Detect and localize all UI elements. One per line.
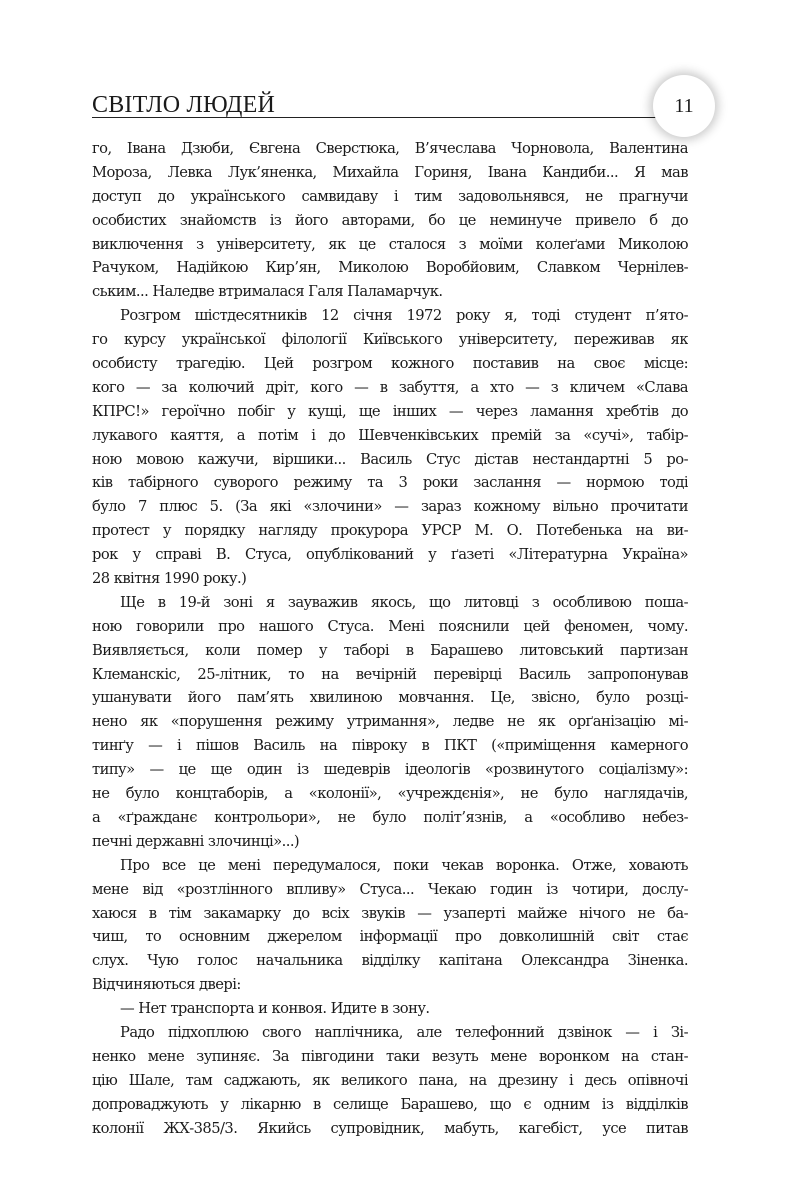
text-line: ським... Наледве втрималася Галя Паламарчук. xyxy=(92,283,443,301)
text-line: Мороза, Левка Лук’яненка, Михайла Гориня, Івана Кандиби... Я мав xyxy=(92,163,688,181)
text-line: особисту трагедію. Цей розгром кожного поставив на своє місце: xyxy=(92,355,688,373)
text-line: особистих знайомств із його авторами, бо це неминуче привело б до xyxy=(92,211,688,229)
text-line: лукавого каяття, а потім і до Шевченківських премій за «сучі», табір- xyxy=(92,426,688,444)
text-line: хаюся в тім закамарку до всіх звуків — узаперті майже нічого не ба- xyxy=(92,904,688,922)
running-header xyxy=(92,92,708,122)
text-line: було 7 плюс 5. (За які «злочини» — зараз кожному вільно прочитати xyxy=(92,498,688,516)
text-line: Ще в 19-й зоні я зауважив якось, що литовці з особливою поша- xyxy=(120,593,688,611)
text-line: Розгром шістдесятників 12 січня 1972 року я, тоді студент п’ято- xyxy=(120,307,688,325)
text-line: печні державні злочинці»...) xyxy=(92,832,300,850)
text-line: виключення з університету, як це сталося з моїми колеґами Миколою xyxy=(92,235,688,253)
text-line: — Нет транспорта и конвоя. Идите в зону. xyxy=(120,1000,430,1018)
text-line: не було концтаборів, а «колонії», «учреждєнія», не було наглядачів, xyxy=(92,785,688,803)
text-line: колонії ЖХ-385/3. Якийсь супровідник, мабуть, кагебіст, усе питав xyxy=(92,1119,688,1137)
text-line: доступ до українського самвидаву і тим задовольнявся, не прагнучи xyxy=(92,187,688,205)
text-line: 28 квітня 1990 року.) xyxy=(92,570,247,588)
text-line: рок у справі В. Стуса, опублікований у ґазеті «Літературна Україна» xyxy=(92,546,688,564)
text-line: цію Шале, там саджають, як великого пана, на дрезину і десь опівночі xyxy=(92,1071,688,1089)
text-line: кого — за колючий дріт, кого — в забуття, а хто — з кличем «Слава xyxy=(92,378,688,396)
text-line: го курсу української філології Київського університету, переживав як xyxy=(92,331,688,349)
text-line: ненко мене зупиняє. За півгодини таки везуть мене воронком на стан- xyxy=(92,1047,688,1065)
text-line: ною мовою кажучи, віршики... Василь Стус дістав нестандартні 5 ро- xyxy=(92,450,688,468)
text-line: типу» — це ще один із шедеврів ідеологів «розвинутого соціалізму»: xyxy=(92,761,688,779)
text-line: Радо підхоплюю свого наплічника, але телефонний дзвінок — і Зі- xyxy=(120,1023,688,1041)
text-line: Клеманскіс, 25-літник, то на вечірній перевірці Василь запропонував xyxy=(92,665,688,683)
text-line: Виявляється, коли помер у таборі в Барашево литовський партизан xyxy=(92,641,688,659)
page-number-badge xyxy=(653,75,715,137)
text-line: Відчиняються двері: xyxy=(92,976,241,994)
text-line: чиш, то основним джерелом інформації про довколишній світ стає xyxy=(92,928,688,946)
text-line: КПРС!» героїчно побіг у кущі, ще інших — через ламання хребтів до xyxy=(92,402,688,420)
text-line: допроваджують у лікарню в селище Барашево, що є одним із відділків xyxy=(92,1095,688,1113)
text-line: слух. Чую голос начальника відділку капітана Олександра Зіненка. xyxy=(92,952,688,970)
text-line: протест у порядку нагляду прокурора УРСР М. О. Потебенька на ви- xyxy=(92,522,688,540)
text-line: тинґу — і пішов Василь на півроку в ПКТ («приміщення камерного xyxy=(92,737,688,755)
text-line: го, Івана Дзюби, Євгена Сверстюка, В’ячеслава Чорновола, Валентина xyxy=(92,140,688,157)
text-line: Про все це мені передумалося, поки чекав воронка. Отже, ховають xyxy=(120,856,688,874)
text-line: Рачуком, Надійкою Кир’ян, Миколою Воробйовим, Славком Чернілев- xyxy=(92,259,688,277)
header-rule xyxy=(92,117,664,118)
text-line: ною говорили про нашого Стуса. Мені пояснили цей феномен, чому. xyxy=(92,617,688,635)
text-line: мене від «розтлінного впливу» Стуса... Чекаю годин із чотири, дослу- xyxy=(92,880,688,898)
text-line: ків табірного суворого режиму та 3 роки заслання — нормою тоді xyxy=(92,474,688,492)
page-number: 11 xyxy=(674,94,694,117)
header-title: СВІТЛО ЛЮДЕЙ xyxy=(92,92,275,118)
body-text xyxy=(92,137,688,1140)
text-line: ушанувати його пам’ять хвилиною мовчання. Це, звісно, було розці- xyxy=(92,689,688,707)
text-line: нено як «порушення режиму утримання», ледве не як орґанізацію мі- xyxy=(92,713,688,731)
text-line: а «ґражданє контрольори», не було політ’язнів, а «особливо небез- xyxy=(92,808,688,826)
